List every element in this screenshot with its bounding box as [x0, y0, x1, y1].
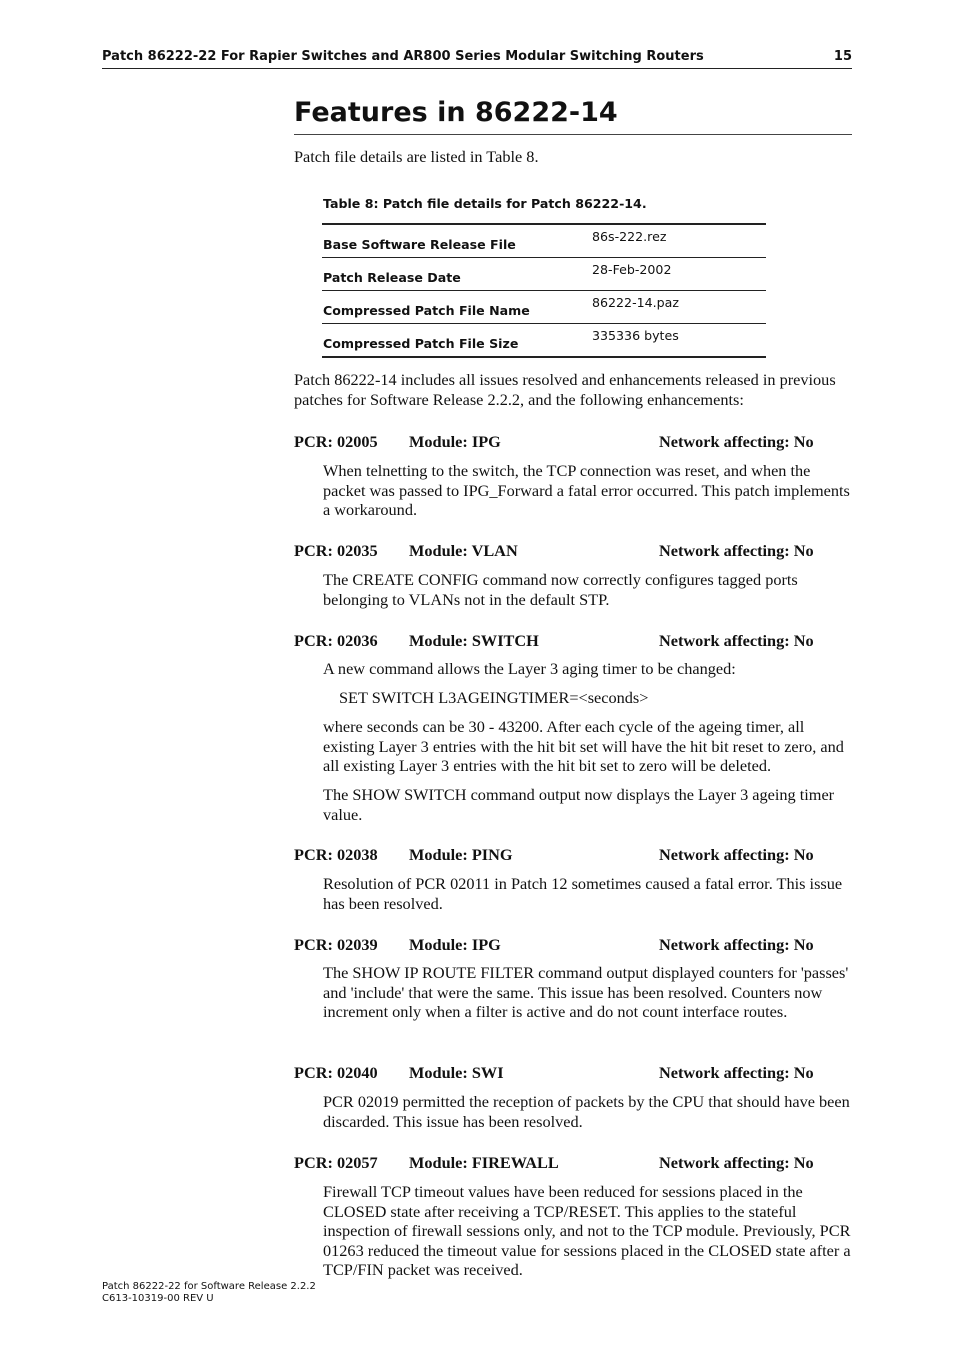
row-value: 86222-14.paz — [591, 291, 766, 324]
table-caption: Table 8: Patch file details for Patch 86222-14. — [323, 196, 647, 211]
pcr-module: Module: VLAN — [409, 541, 518, 560]
pcr-number: PCR: 02057 — [294, 1153, 378, 1172]
pcr-heading — [294, 631, 854, 651]
row-label: Base Software Release File — [322, 224, 591, 258]
command-syntax: SET SWITCH L3AGEINGTIMER=<seconds> — [339, 688, 649, 707]
pcr-description: When telnetting to the switch, the TCP connection was reset, and when the packet was passed to IPG_Forward a fatal error occurred. This patch implements a workaround. — [323, 461, 850, 519]
pcr-network-affecting: Network affecting: No — [659, 541, 814, 560]
pcr-description: PCR 02019 permitted the reception of packets by the CPU that should have been discarded. This issue has been resolved. — [323, 1092, 850, 1131]
pcr-module: Module: SWITCH — [409, 631, 539, 650]
pcr-network-affecting: Network affecting: No — [659, 845, 814, 864]
row-value: 28-Feb-2002 — [591, 258, 766, 291]
pcr-module: Module: PING — [409, 845, 513, 864]
pcr-network-affecting: Network affecting: No — [659, 631, 814, 650]
page-footer — [102, 1281, 316, 1305]
pcr-network-affecting: Network affecting: No — [659, 1153, 814, 1172]
pcr-module: Module: FIREWALL — [409, 1153, 559, 1172]
row-label: Compressed Patch File Size — [322, 324, 591, 358]
footer-release: Patch 86222-22 for Software Release 2.2.2 — [102, 1281, 316, 1292]
pcr-description: where seconds can be 30 - 43200. After each cycle of the ageing timer, all existing Layer 3 entries with the hit bit set will have the hit bit reset to zero, and all existing Layer 3 entries with the hit bit set to zero will be deleted. — [323, 717, 844, 775]
pcr-heading — [294, 1153, 854, 1173]
footer-doc-number: C613-10319-00 REV U — [102, 1293, 214, 1304]
pcr-number: PCR: 02005 — [294, 432, 378, 451]
pcr-number: PCR: 02036 — [294, 631, 378, 650]
table-row — [322, 324, 766, 358]
pcr-description: A new command allows the Layer 3 aging timer to be changed: — [323, 659, 736, 678]
pcr-number: PCR: 02039 — [294, 935, 378, 954]
row-label: Patch Release Date — [322, 258, 591, 291]
pcr-heading — [294, 935, 854, 955]
pcr-module: Module: SWI — [409, 1063, 504, 1082]
summary-paragraph: Patch 86222-14 includes all issues resolved and enhancements released in previous patches for Software Release 2.2.2, and the following enhancements: — [294, 370, 836, 409]
page-number: 15 — [833, 49, 852, 64]
pcr-module: Module: IPG — [409, 935, 501, 954]
section-title: Features in 86222-14 — [294, 96, 852, 135]
table-row — [322, 291, 766, 324]
pcr-number: PCR: 02038 — [294, 845, 378, 864]
pcr-heading — [294, 541, 854, 561]
pcr-number: PCR: 02040 — [294, 1063, 378, 1082]
pcr-network-affecting: Network affecting: No — [659, 1063, 814, 1082]
intro-paragraph: Patch file details are listed in Table 8. — [294, 147, 539, 166]
pcr-network-affecting: Network affecting: No — [659, 935, 814, 954]
pcr-description: The SHOW IP ROUTE FILTER command output displayed counters for 'passes' and 'include' that were the same. This issue has been resolved. Counters now increment only when a filter is active and do not count interface routes. — [323, 963, 849, 1021]
row-value: 335336 bytes — [591, 324, 766, 358]
pcr-heading — [294, 845, 854, 865]
table-row — [322, 224, 766, 258]
pcr-number: PCR: 02035 — [294, 541, 378, 560]
pcr-description: Firewall TCP timeout values have been reduced for sessions placed in the CLOSED state after receiving a TCP/RESET. This applies to the stateful inspection of firewall sessions only, and not to the TCP module. Previously, PCR 01263 reduced the timeout value for sessions placed in the CLOSED state after a TCP/FIN packet was received. — [323, 1182, 851, 1279]
header-title: Patch 86222-22 For Rapier Switches and AR800 Series Modular Switching Routers — [102, 49, 704, 64]
row-value: 86s-222.rez — [591, 224, 766, 258]
table-row — [322, 258, 766, 291]
pcr-description: The SHOW SWITCH command output now displays the Layer 3 ageing timer value. — [323, 785, 835, 824]
row-label: Compressed Patch File Name — [322, 291, 591, 324]
page-header — [102, 48, 852, 69]
pcr-description: The CREATE CONFIG command now correctly configures tagged ports belonging to VLANs not in the default STP. — [323, 570, 798, 609]
pcr-module: Module: IPG — [409, 432, 501, 451]
pcr-description: Resolution of PCR 02011 in Patch 12 sometimes caused a fatal error. This issue has been resolved. — [323, 874, 843, 913]
pcr-network-affecting: Network affecting: No — [659, 432, 814, 451]
patch-details-table — [322, 223, 766, 358]
pcr-heading — [294, 432, 854, 452]
pcr-heading — [294, 1063, 854, 1083]
